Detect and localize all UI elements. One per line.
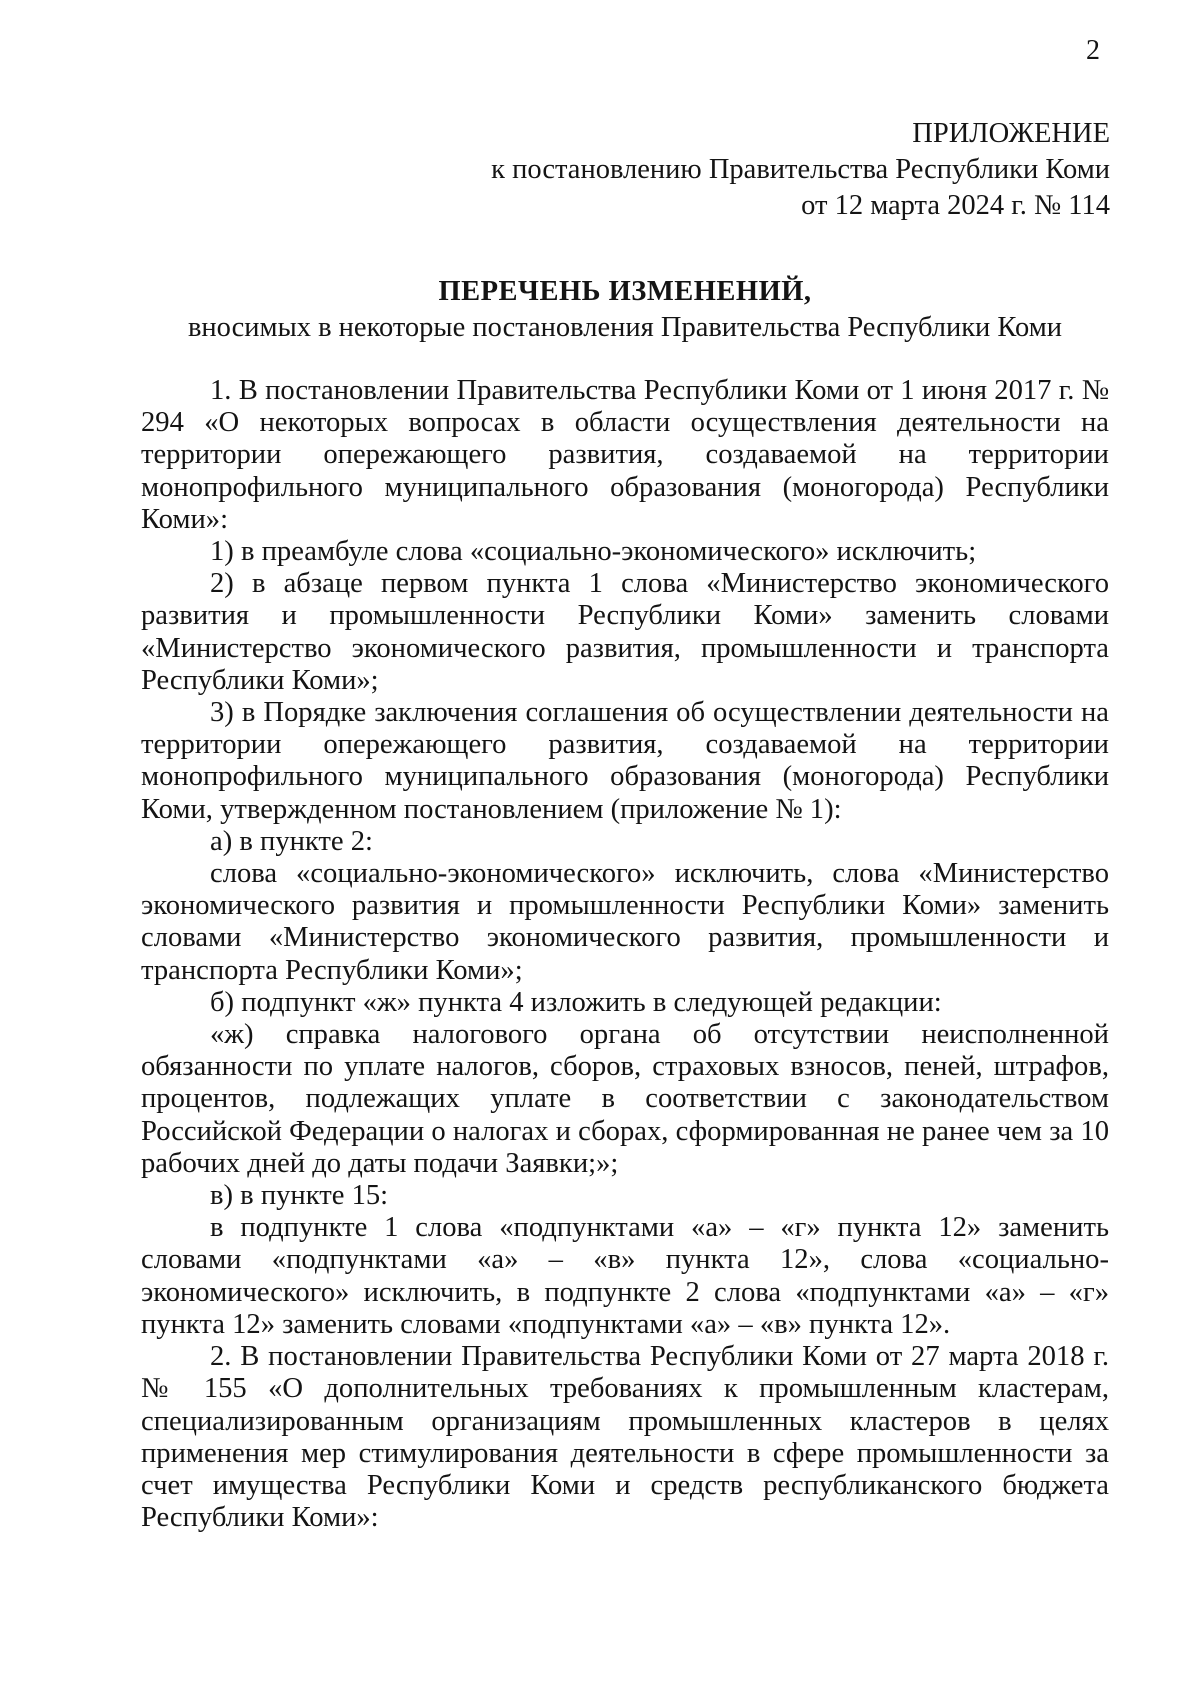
title-main: ПЕРЕЧЕНЬ ИЗМЕНЕНИЙ, bbox=[438, 276, 812, 307]
paragraph-6: слова «социально-экономического» исключить, слова «Министерство экономического развития и промышленности Республики Коми» заменить словами «Министерство экономического развития, промышленности и транспорта Республики Коми»; bbox=[141, 858, 1109, 986]
paragraph-11: 2. В постановлении Правительства Республики Коми от 27 марта 2018 г. № 155 «О дополнительных требованиях к промышленным кластерам, специализированным организациям промышленных кластеров в целях применения мер стимулирования деятельности в сфере промышленности за счет имущества Республики Коми и средств республиканского бюджета Республики Коми»: bbox=[141, 1341, 1109, 1534]
paragraph-3: 2) в абзаце первом пункта 1 слова «Министерство экономического развития и промышленности Республики Коми» заменить словами «Министерство экономического развития, промышленности и транспорта Республики Коми»; bbox=[141, 568, 1109, 696]
paragraph-5: а) в пункте 2: bbox=[210, 825, 374, 857]
paragraph-7: б) подпункт «ж» пункта 4 изложить в следующей редакции: bbox=[210, 986, 942, 1018]
paragraph-9: в) в пункте 15: bbox=[210, 1180, 389, 1212]
page-number: 2 bbox=[1086, 35, 1100, 66]
appendix-resolution-line: к постановлению Правительства Республики Коми bbox=[491, 154, 1110, 185]
appendix-header bbox=[420, 116, 1110, 224]
appendix-label: ПРИЛОЖЕНИЕ bbox=[912, 118, 1110, 149]
document-body bbox=[141, 375, 1109, 1534]
title-subtitle: вносимых в некоторые постановления Правительства Республики Коми bbox=[187, 312, 1063, 343]
paragraph-1: 1. В постановлении Правительства Республики Коми от 1 июня 2017 г. № 294 «О некоторых вопросах в области осуществления деятельности на территории опережающего развития, создаваемой на территории монопрофильного муниципального образования (моногорода) Республики Коми»: bbox=[141, 375, 1109, 535]
document-title bbox=[140, 274, 1110, 346]
paragraph-8: «ж) справка налогового органа об отсутствии неисполненной обязанности по уплате налогов, сборов, страховых взносов, пеней, штрафов, процентов, подлежащих уплате в соответствии с законодательством Российской Федерации о налогах и сборах, сформированная не ранее чем за 10 рабочих дней до даты подачи Заявки;»; bbox=[141, 1019, 1109, 1179]
paragraph-2: 1) в преамбуле слова «социально-экономического» исключить; bbox=[210, 536, 977, 568]
appendix-date-line: от 12 марта 2024 г. № 114 bbox=[801, 190, 1110, 221]
paragraph-10: в подпункте 1 слова «подпунктами «а» – «г» пункта 12» заменить словами «подпунктами «а» – «в» пункта 12», слова «социально-экономического» исключить, в подпункте 2 слова «подпунктами «а» – «г» пункта 12» заменить словами «подпунктами «а» – «в» пункта 12». bbox=[141, 1212, 1109, 1340]
paragraph-4: 3) в Порядке заключения соглашения об осуществлении деятельности на территории опережающего развития, создаваемой на территории монопрофильного муниципального образования (моногорода) Республики Коми, утвержденном постановлением (приложение № 1): bbox=[141, 697, 1109, 825]
